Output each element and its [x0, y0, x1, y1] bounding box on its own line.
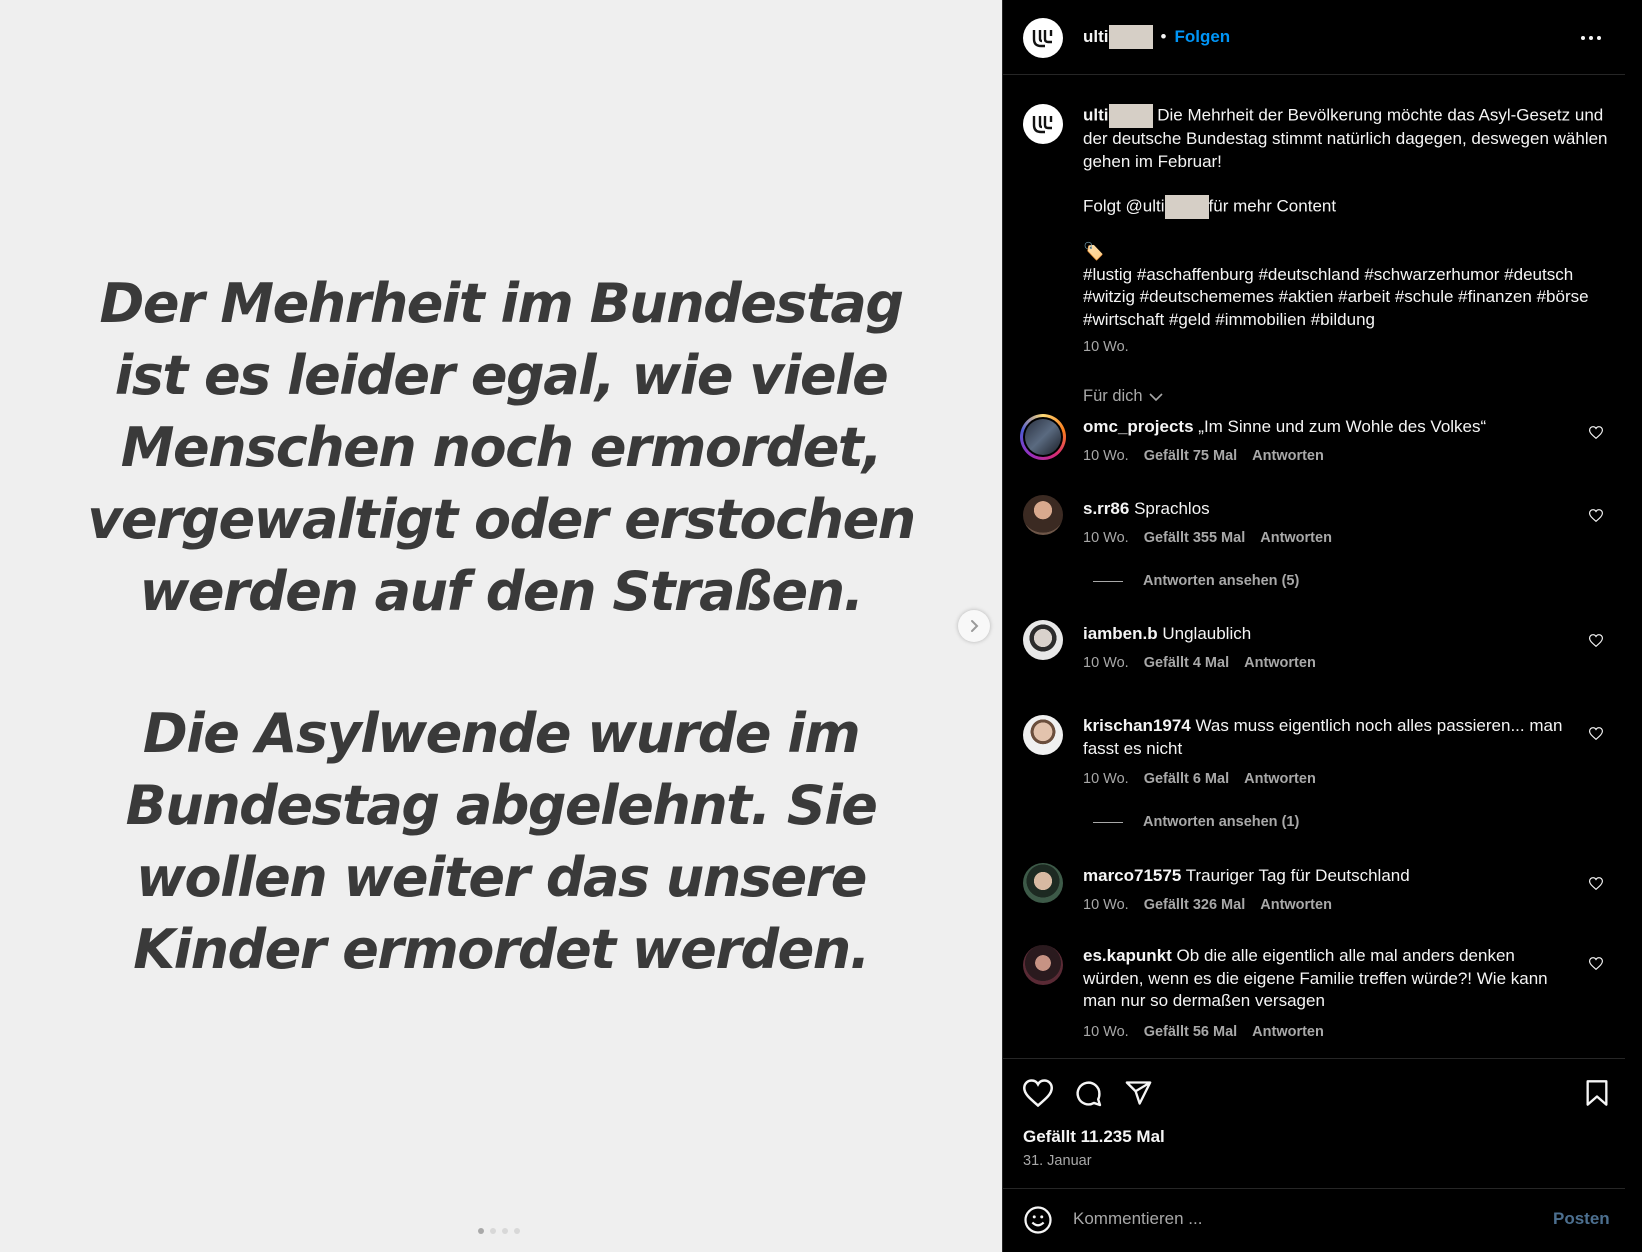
avatar[interactable] [1023, 104, 1063, 144]
carousel-dot [514, 1228, 520, 1234]
comment-time[interactable]: 10 Wo. [1083, 448, 1129, 464]
view-replies-button[interactable] [1093, 573, 1299, 589]
carousel-dot [502, 1228, 508, 1234]
avatar[interactable] [1023, 715, 1063, 755]
comment-reply-button[interactable]: Antworten [1260, 530, 1332, 546]
post-header [1003, 0, 1626, 75]
comment-likes[interactable]: Gefällt 4 Mal [1143, 655, 1230, 671]
comment-reply-button[interactable]: Antworten [1244, 655, 1316, 671]
comment-username[interactable]: omc_projects [1083, 417, 1194, 436]
caption-hashtags[interactable]: #lustig #aschaffenburg #deutschland #schwarzerhumor #deutsch #witzig #deutschememes #aktien #arbeit #schule #finanzen #börse #wirtschaft #geld #immobilien #bildung [1083, 264, 1589, 329]
brand-logo-icon [1031, 113, 1055, 135]
view-replies-label: Antworten ansehen (5) [1143, 573, 1300, 589]
likes-count[interactable]: Gefällt 11.235 Mal [1023, 1127, 1165, 1146]
post-comment-button[interactable]: Posten [1553, 1209, 1610, 1228]
carousel-dots [478, 1228, 520, 1234]
comment-username[interactable]: marco71575 [1083, 866, 1182, 885]
comment-filter-label: Für dich [1083, 387, 1143, 405]
heart-icon[interactable] [1589, 877, 1603, 890]
divider [1093, 822, 1123, 823]
caption-follow-text[interactable]: Folgt @ulti [1083, 196, 1165, 216]
comment-reply-button[interactable]: Antworten [1252, 1024, 1324, 1040]
view-replies-button[interactable] [1093, 814, 1299, 830]
avatar[interactable] [1023, 620, 1063, 660]
header-separator: • [1160, 27, 1167, 46]
carousel-next-button[interactable] [958, 610, 990, 642]
comment-username[interactable]: iamben.b [1083, 624, 1158, 643]
comment-likes[interactable]: Gefällt 6 Mal [1143, 771, 1230, 787]
comment-composer [1003, 1188, 1626, 1252]
bookmark-icon[interactable] [1585, 1079, 1609, 1107]
brand-logo-icon [1031, 27, 1055, 49]
avatar[interactable] [1023, 945, 1063, 985]
header-username[interactable]: ulti [1083, 27, 1109, 46]
heart-icon[interactable] [1589, 727, 1603, 740]
scrollbar[interactable] [1625, 0, 1642, 1252]
view-replies-label: Antworten ansehen (1) [1143, 814, 1300, 830]
follow-button[interactable]: Folgen [1174, 27, 1231, 46]
comment-likes[interactable]: Gefällt 75 Mal [1143, 448, 1238, 464]
comment-text: Ob die alle eigentlich alle mal anders denken würden, wenn es die eigene Familie treffen würde?! Wie kann man nur so dermaßen versagen [1083, 946, 1548, 1010]
heart-icon[interactable] [1589, 957, 1603, 970]
comment-likes[interactable]: Gefällt 56 Mal [1143, 1024, 1238, 1040]
chevron-right-icon [967, 619, 981, 633]
comment-text: „Im Sinne und zum Wohle des Volkes“ [1198, 417, 1487, 436]
avatar[interactable] [1023, 495, 1063, 535]
media-text-paragraph-1: Der Mehrheit im Bundestag ist es leider egal, wie viele Menschen noch ermordet, vergewaltigt oder erstochen werden auf den Straßen. [87, 272, 915, 623]
divider [1093, 581, 1123, 582]
more-options-icon[interactable] [1581, 36, 1601, 40]
post-side-panel [1002, 0, 1642, 1252]
redaction-box [1109, 104, 1153, 128]
comment-reply-button[interactable]: Antworten [1260, 897, 1332, 913]
avatar[interactable] [1023, 18, 1063, 58]
redaction-box [1165, 195, 1209, 219]
caption-follow-suffix: für mehr Content [1208, 196, 1337, 216]
comment-likes[interactable]: Gefällt 355 Mal [1143, 530, 1246, 546]
comment-username[interactable]: krischan1974 [1083, 716, 1191, 735]
heart-icon[interactable] [1589, 509, 1603, 522]
comment-text: Trauriger Tag für Deutschland [1185, 866, 1410, 885]
comment-text: Was muss eigentlich noch alles passieren... man fasst es nicht [1083, 716, 1563, 758]
redaction-box [1109, 25, 1153, 49]
comment-filter-dropdown[interactable] [1083, 387, 1163, 406]
comment-text: Unglaublich [1162, 624, 1252, 643]
post-caption [1083, 104, 1613, 331]
emoji-smiley-icon[interactable] [1023, 1205, 1053, 1235]
post-date: 31. Januar [1023, 1153, 1092, 1169]
comment-time[interactable]: 10 Wo. [1083, 897, 1129, 913]
comment-reply-button[interactable]: Antworten [1252, 448, 1324, 464]
comment-input[interactable]: Kommentieren ... [1073, 1209, 1203, 1228]
caption-time[interactable]: 10 Wo. [1083, 339, 1129, 355]
carousel-dot [490, 1228, 496, 1234]
comment-time[interactable]: 10 Wo. [1083, 655, 1129, 671]
avatar[interactable] [1020, 414, 1066, 460]
comment-username[interactable]: s.rr86 [1083, 499, 1130, 518]
heart-icon[interactable] [1589, 426, 1603, 439]
comment-time[interactable]: 10 Wo. [1083, 530, 1129, 546]
avatar[interactable] [1023, 863, 1063, 903]
chevron-down-icon [1149, 392, 1163, 402]
caption-text: Die Mehrheit der Bevölkerung möchte das Asyl-Gesetz und der deutsche Bundestag stimmt natürlich dagegen, deswegen wählen gehen im Februar! [1083, 105, 1608, 171]
media-text-paragraph-2: Die Asylwende wurde im Bundestag abgelehnt. Sie wollen weiter das unsere Kinder ermordet werden. [125, 702, 877, 981]
comment-reply-button[interactable]: Antworten [1244, 771, 1316, 787]
comment-username[interactable]: es.kapunkt [1083, 946, 1172, 965]
share-paper-plane-icon[interactable] [1124, 1079, 1153, 1107]
like-heart-icon[interactable] [1023, 1079, 1053, 1107]
caption-username[interactable]: ulti [1083, 105, 1109, 125]
comment-bubble-icon[interactable] [1074, 1079, 1103, 1108]
heart-icon[interactable] [1589, 634, 1603, 647]
comment-time[interactable]: 10 Wo. [1083, 771, 1129, 787]
comment-time[interactable]: 10 Wo. [1083, 1024, 1129, 1040]
tag-emoji-icon: 🏷️ [1083, 242, 1105, 261]
comment-text: Sprachlos [1134, 499, 1210, 518]
comment-likes[interactable]: Gefällt 326 Mal [1143, 897, 1246, 913]
carousel-dot [478, 1228, 484, 1234]
